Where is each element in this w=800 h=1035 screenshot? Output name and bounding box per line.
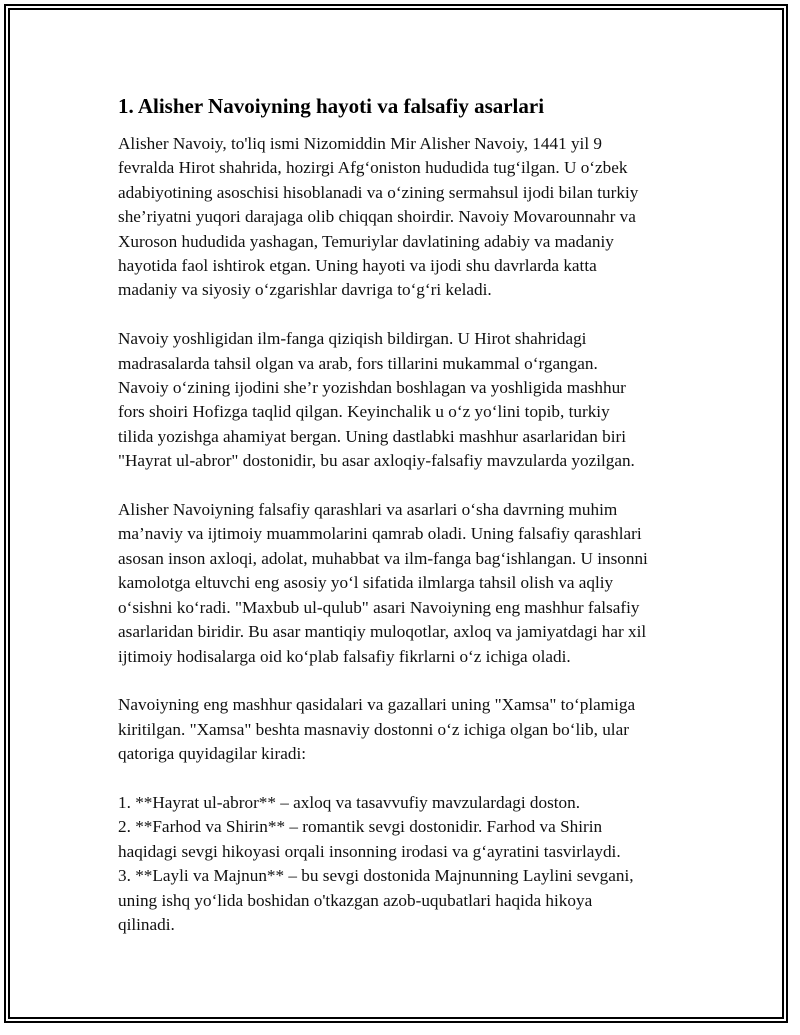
paragraph-3: Alisher Navoiyning falsafiy qarashlari va asarlari o‘sha davrning muhim ma’naviy va ijtimoiy muammolarini qamrab oladi. Uning falsafiy qarashlari asosan inson axloqi, adolat, muhabbat va ilm-fanga bag‘ishlangan. U insonni kamolotga eltuvchi eng asosiy yo‘l sifatida ilmlarga tahsil olish va aqliy o‘sishni ko‘radi. "Maxbub ul-qulub" asari Navoiyning eng mashhur falsafiy asarlaridan biridir. Bu asar mantiqiy muloqotlar, axloq va jamiyatdagi har xil ijtimoiy hodisalarga oid ko‘plab falsafiy fikrlarni o‘z ichiga oladi. [118,500,648,666]
document-body [118,92,698,937]
xamsa-list [118,791,698,937]
list-item: 2. **Farhod va Shirin** – romantik sevgi dostonidir. Farhod va Shirin haqidagi sevgi hikoyasi orqali insonning irodasi va g‘ayratini tasvirlaydi. [118,817,621,861]
list-item: 3. **Layli va Majnun** – bu sevgi dostonida Majnunning Laylini sevgani, uning ishq yo‘lida boshidan o'tkazgan azob-uqubatlari haqida hikoya qilinadi. [118,866,634,934]
list-item: 1. **Hayrat ul-abror** – axloq va tasavvufiy mavzulardagi doston. [118,792,581,812]
paragraph-4: Navoiyning eng mashhur qasidalari va gazallari uning "Xamsa" to‘plamiga kiritilgan. "Xamsa" beshta masnaviy dostonni o‘z ichiga olgan bo‘lib, ular qatoriga quyidagilar kiradi: [118,695,636,764]
paragraph-2: Navoiy yoshligidan ilm-fanga qiziqish bildirgan. U Hirot shahridagi madrasalarda tahsil olgan va arab, fors tillarini mukammal o‘rgangan. Navoiy o‘zining ijodini she’r yozishdan boshlagan va yoshligida mashhur fors shoiri Hofizga taqlid qilgan. Keyinchalik u o‘z yo‘lini topib, turkiy tilida yozishga ahamiyat bergan. Uning dastlabki mashhur asarlaridan biri "Hayrat ul-abror" dostonidir, bu asar axloqiy-falsafiy mavzularda yozilgan. [118,329,635,471]
document-title: 1. Alisher Navoiyning hayoti va falsafiy asarlari [118,94,545,118]
paragraph-1: Alisher Navoiy, to'liq ismi Nizomiddin Mir Alisher Navoiy, 1441 yil 9 fevralda Hirot shahrida, hozirgi Afg‘oniston hududida tug‘ilgan. U o‘zbek adabiyotining asoschisi hisoblanadi va o‘zining sermahsul ijodi bilan turkiy she’riyatni yuqori darajaga olib chiqqan shoirdir. Navoiy Movarounnahr va Xuroson hududida yashagan, Temuriylar davlatining adabiy va madaniy hayotida faol ishtirok etgan. Uning hayoti va ijodi shu davrlarda katta madaniy va siyosiy o‘zgarishlar davriga to‘g‘ri keladi. [118,134,639,300]
